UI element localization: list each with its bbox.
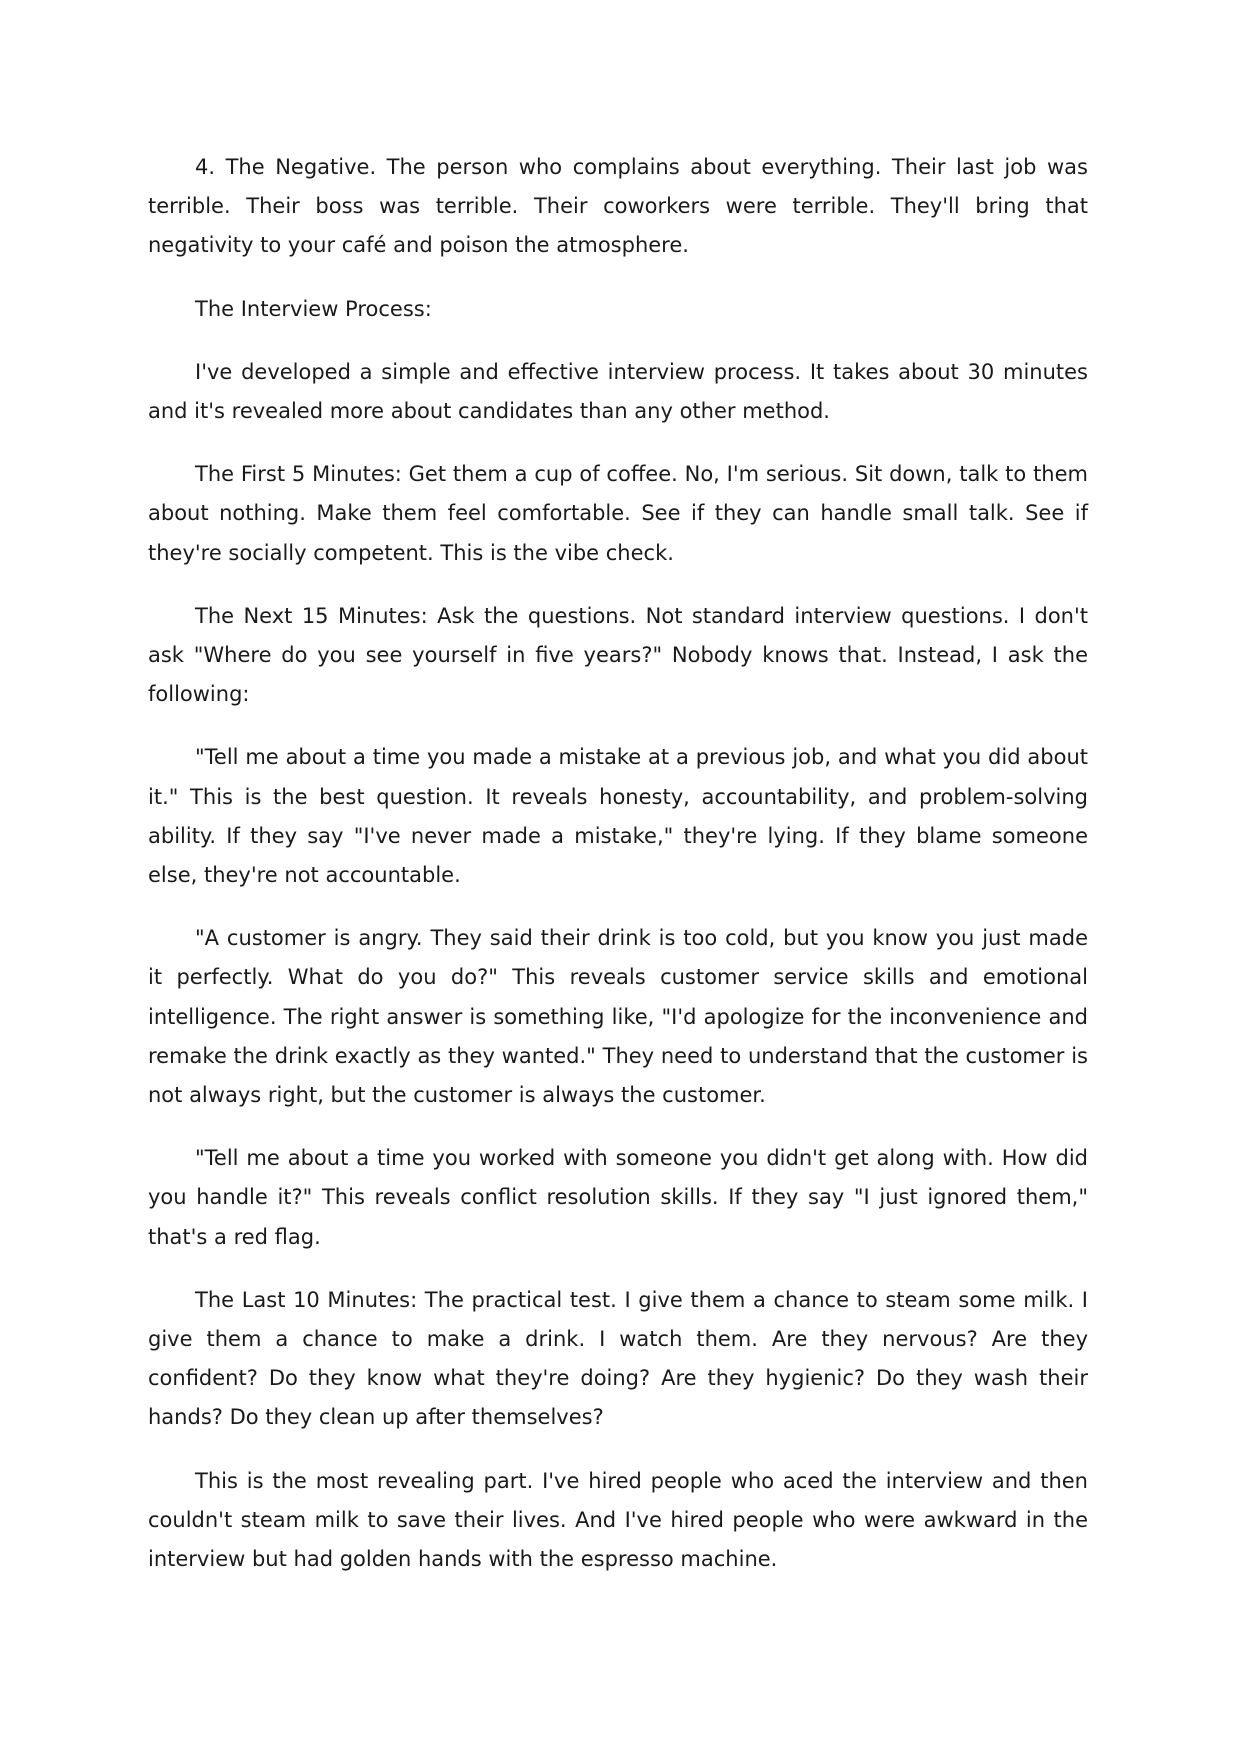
paragraph-next-15-minutes: The Next 15 Minutes: Ask the questions. Not standard interview questions. I don't ask "Where do you see yourself in five years?" Nobody knows that. Instead, I ask the following: [148, 603, 1088, 707]
paragraph-most-revealing: This is the most revealing part. I've hired people who aced the interview and then couldn't steam milk to save their lives. And I've hired people who were awkward in the interview but had golden hands with the espresso machine. [148, 1468, 1088, 1572]
paragraph-the-negative: 4. The Negative. The person who complains about everything. Their last job was terrible. Their boss was terrible. Their coworkers were terrible. They'll bring that negativity to your café and poison the atmosphere. [148, 155, 1088, 258]
paragraph-process-intro: I've developed a simple and effective interview process. It takes about 30 minutes and it's revealed more about candidates than any other method. [148, 359, 1088, 424]
paragraph-conflict-question: "Tell me about a time you worked with someone you didn't get along with. How did you handle it?" This reveals conflict resolution skills. If they say "I just ignored them," that's a red flag. [148, 1146, 1088, 1249]
paragraph-last-10-minutes: The Last 10 Minutes: The practical test. I give them a chance to steam some milk. I give them a chance to make a drink. I watch them. Are they nervous? Are they confident? Do they know what they're doing? Are they hygienic? Do they wash their hands? Do they clean up after themselves? [148, 1287, 1088, 1430]
paragraph-interview-process-heading: The Interview Process: [195, 296, 432, 321]
paragraph-mistake-question: "Tell me about a time you made a mistake at a previous job, and what you did about it." This is the best question. It reveals honesty, accountability, and problem-solving ability. If they say "I've never made a mistake," they're lying. If they blame someone else, they're not accountable. [148, 745, 1088, 888]
paragraph-angry-customer-question: "A customer is angry. They said their drink is too cold, but you know you just made it perfectly. What do you do?" This reveals customer service skills and emotional intelligence. The right answer is something like, "I'd apologize for the inconvenience and remake the drink exactly as they wanted." They need to understand that the customer is not always right, but the customer is always the customer. [148, 926, 1088, 1108]
paragraph-first-5-minutes: The First 5 Minutes: Get them a cup of coffee. No, I'm serious. Sit down, talk to them about nothing. Make them feel comfortable. See if they can handle small talk. See if they're socially competent. This is the vibe check. [148, 462, 1088, 565]
body-text [148, 148, 1088, 1579]
